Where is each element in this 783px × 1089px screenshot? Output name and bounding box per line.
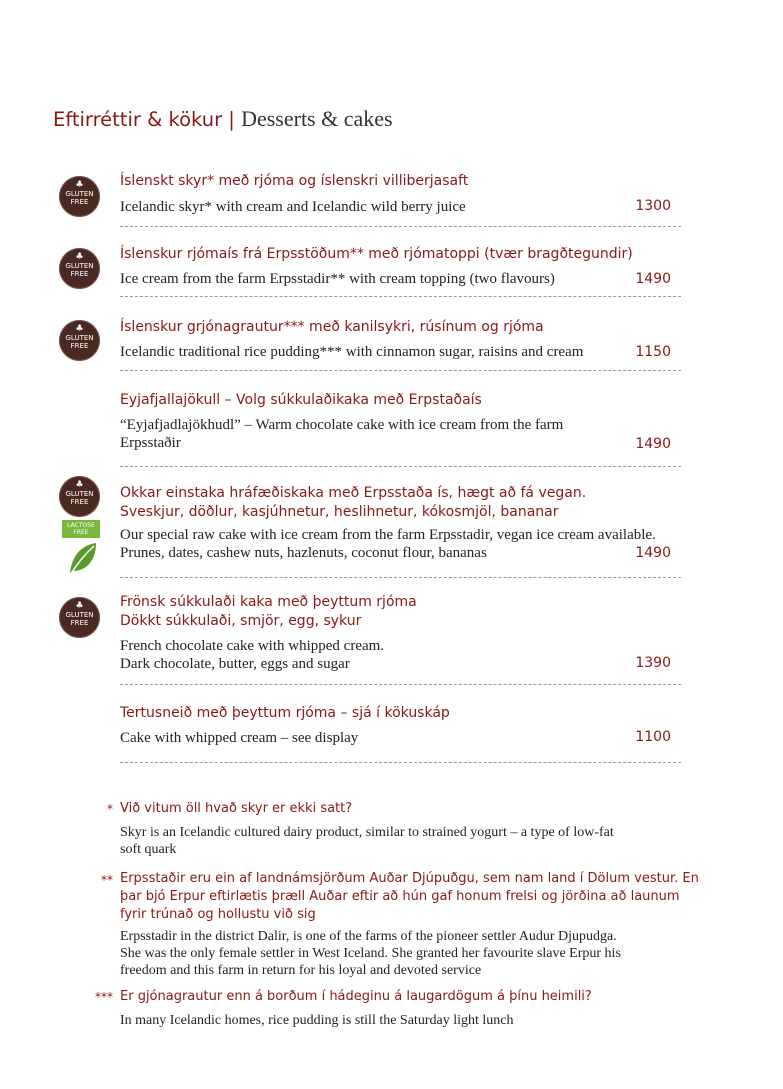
gluten-free-badge: ♣ GLUTEN FREE	[59, 176, 100, 217]
menu-item	[120, 593, 681, 685]
item-name-icelandic: Tertusneið með þeyttum rjóma – sjá í kökuskáp	[120, 705, 450, 721]
wheat-icon: ♣	[75, 324, 84, 334]
wheat-icon: ♣	[75, 601, 84, 611]
gluten-free-badge: ♣ GLUTEN FREE	[59, 320, 100, 361]
footnote-question: Við vitum öll hvað skyr er ekki satt?	[120, 801, 353, 816]
footnote-answer: Skyr is an Icelandic cultured dairy product, similar to strained yogurt – a type of low-fat soft quark	[120, 825, 614, 857]
title-separator: |	[228, 108, 235, 131]
wheat-icon: ♣	[75, 252, 84, 262]
item-price: 1300	[635, 198, 671, 214]
menu-item	[120, 704, 681, 763]
page-title	[53, 106, 393, 132]
item-description-english: Our special raw cake with ice cream from the farm Erpsstadir, vegan ice cream available.	[120, 527, 656, 543]
vegan-leaf-icon	[68, 541, 98, 575]
gluten-free-badge: ♣ GLUTEN FREE	[59, 597, 100, 638]
item-name-icelandic: Íslenskur rjómaís frá Erpsstöðum** með rjómatoppi (tvær bragðtegundir)	[120, 246, 633, 262]
item-price: 1490	[635, 436, 671, 452]
item-description-english: “Eyjafjadlajökhudl” – Warm chocolate cake with ice cream from the farm	[120, 417, 564, 433]
item-price: 1100	[635, 729, 671, 745]
item-name-icelandic: Eyjafjallajökull – Volg súkkulaðikaka með Erpstaðaís	[120, 392, 482, 408]
footnote-marker: **	[101, 873, 113, 887]
item-price: 1150	[635, 344, 671, 360]
item-ingredients-icelandic: Dökkt súkkulaði, smjör, egg, sykur	[120, 613, 362, 629]
wheat-icon: ♣	[75, 480, 84, 490]
footnote-answer: Erpsstadir in the district Dalir, is one of the farms of the pioneer settler Audur Djupudga. She was the only female settler in West Iceland. She granted her favourite slave Erpur his freedom and this farm in return for his loyal and devoted service	[120, 929, 621, 978]
lactose-free-badge: LACTOSE FREE	[62, 520, 100, 538]
title-english: Desserts & cakes	[241, 106, 393, 131]
item-description-english: Cake with whipped cream – see display	[120, 730, 359, 746]
item-price: 1490	[635, 545, 671, 561]
footnote-question: Er gjónagrautur enn á borðum í hádeginu á laugardögum á þínu heimili?	[120, 989, 592, 1004]
menu-item	[120, 318, 681, 371]
item-name-icelandic: Íslenskt skyr* með rjóma og íslenskri villiberjasaft	[120, 173, 469, 189]
gluten-free-badge: ♣ GLUTEN FREE	[59, 476, 100, 517]
footnote-answer: In many Icelandic homes, rice pudding is still the Saturday light lunch	[120, 1013, 514, 1028]
menu-item	[120, 172, 681, 227]
gluten-free-badge: ♣ GLUTEN FREE	[59, 248, 100, 289]
item-description-english: Erpsstaðir	[120, 435, 181, 451]
title-icelandic: Eftirréttir & kökur	[53, 108, 223, 131]
menu-item	[120, 245, 681, 297]
item-name-icelandic: Okkar einstaka hráfæðiskaka með Erpsstaða ís, hægt að fá vegan.	[120, 485, 587, 501]
item-price: 1490	[635, 271, 671, 287]
item-description-english: Icelandic traditional rice pudding*** with cinnamon sugar, raisins and cream	[120, 344, 584, 360]
item-ingredients-english: Dark chocolate, butter, eggs and sugar	[120, 656, 350, 672]
menu-item	[120, 391, 681, 467]
wheat-icon: ♣	[75, 180, 84, 190]
footnote-marker: ***	[95, 990, 113, 1004]
footnote-question: Erpsstaðir eru ein af landnámsjörðum Auðar Djúpuðgu, sem nam land í Dölum vestur. En þar bjó Erpur eftirlætis þræll Auðar eftir að hún gaf honum frelsi og jörðina að launum fyrir trúnað og hollustu við sig	[120, 871, 699, 922]
item-description-english: Ice cream from the farm Erpsstadir** with cream topping (two flavours)	[120, 271, 555, 287]
item-name-icelandic: Íslenskur grjónagrautur*** með kanilsykri, rúsínum og rjóma	[120, 319, 544, 335]
item-description-english: French chocolate cake with whipped cream.	[120, 638, 385, 654]
footnote-marker: *	[107, 802, 113, 816]
menu-item	[120, 484, 681, 578]
item-description-english: Icelandic skyr* with cream and Icelandic wild berry juice	[120, 199, 466, 215]
item-name-icelandic: Frönsk súkkulaði kaka með þeyttum rjóma	[120, 594, 417, 610]
item-price: 1390	[635, 655, 671, 671]
item-ingredients-icelandic: Sveskjur, döðlur, kasjúhnetur, heslihnetur, kókosmjöl, bananar	[120, 504, 559, 520]
item-ingredients-english: Prunes, dates, cashew nuts, hazlenuts, coconut flour, bananas	[120, 545, 487, 561]
